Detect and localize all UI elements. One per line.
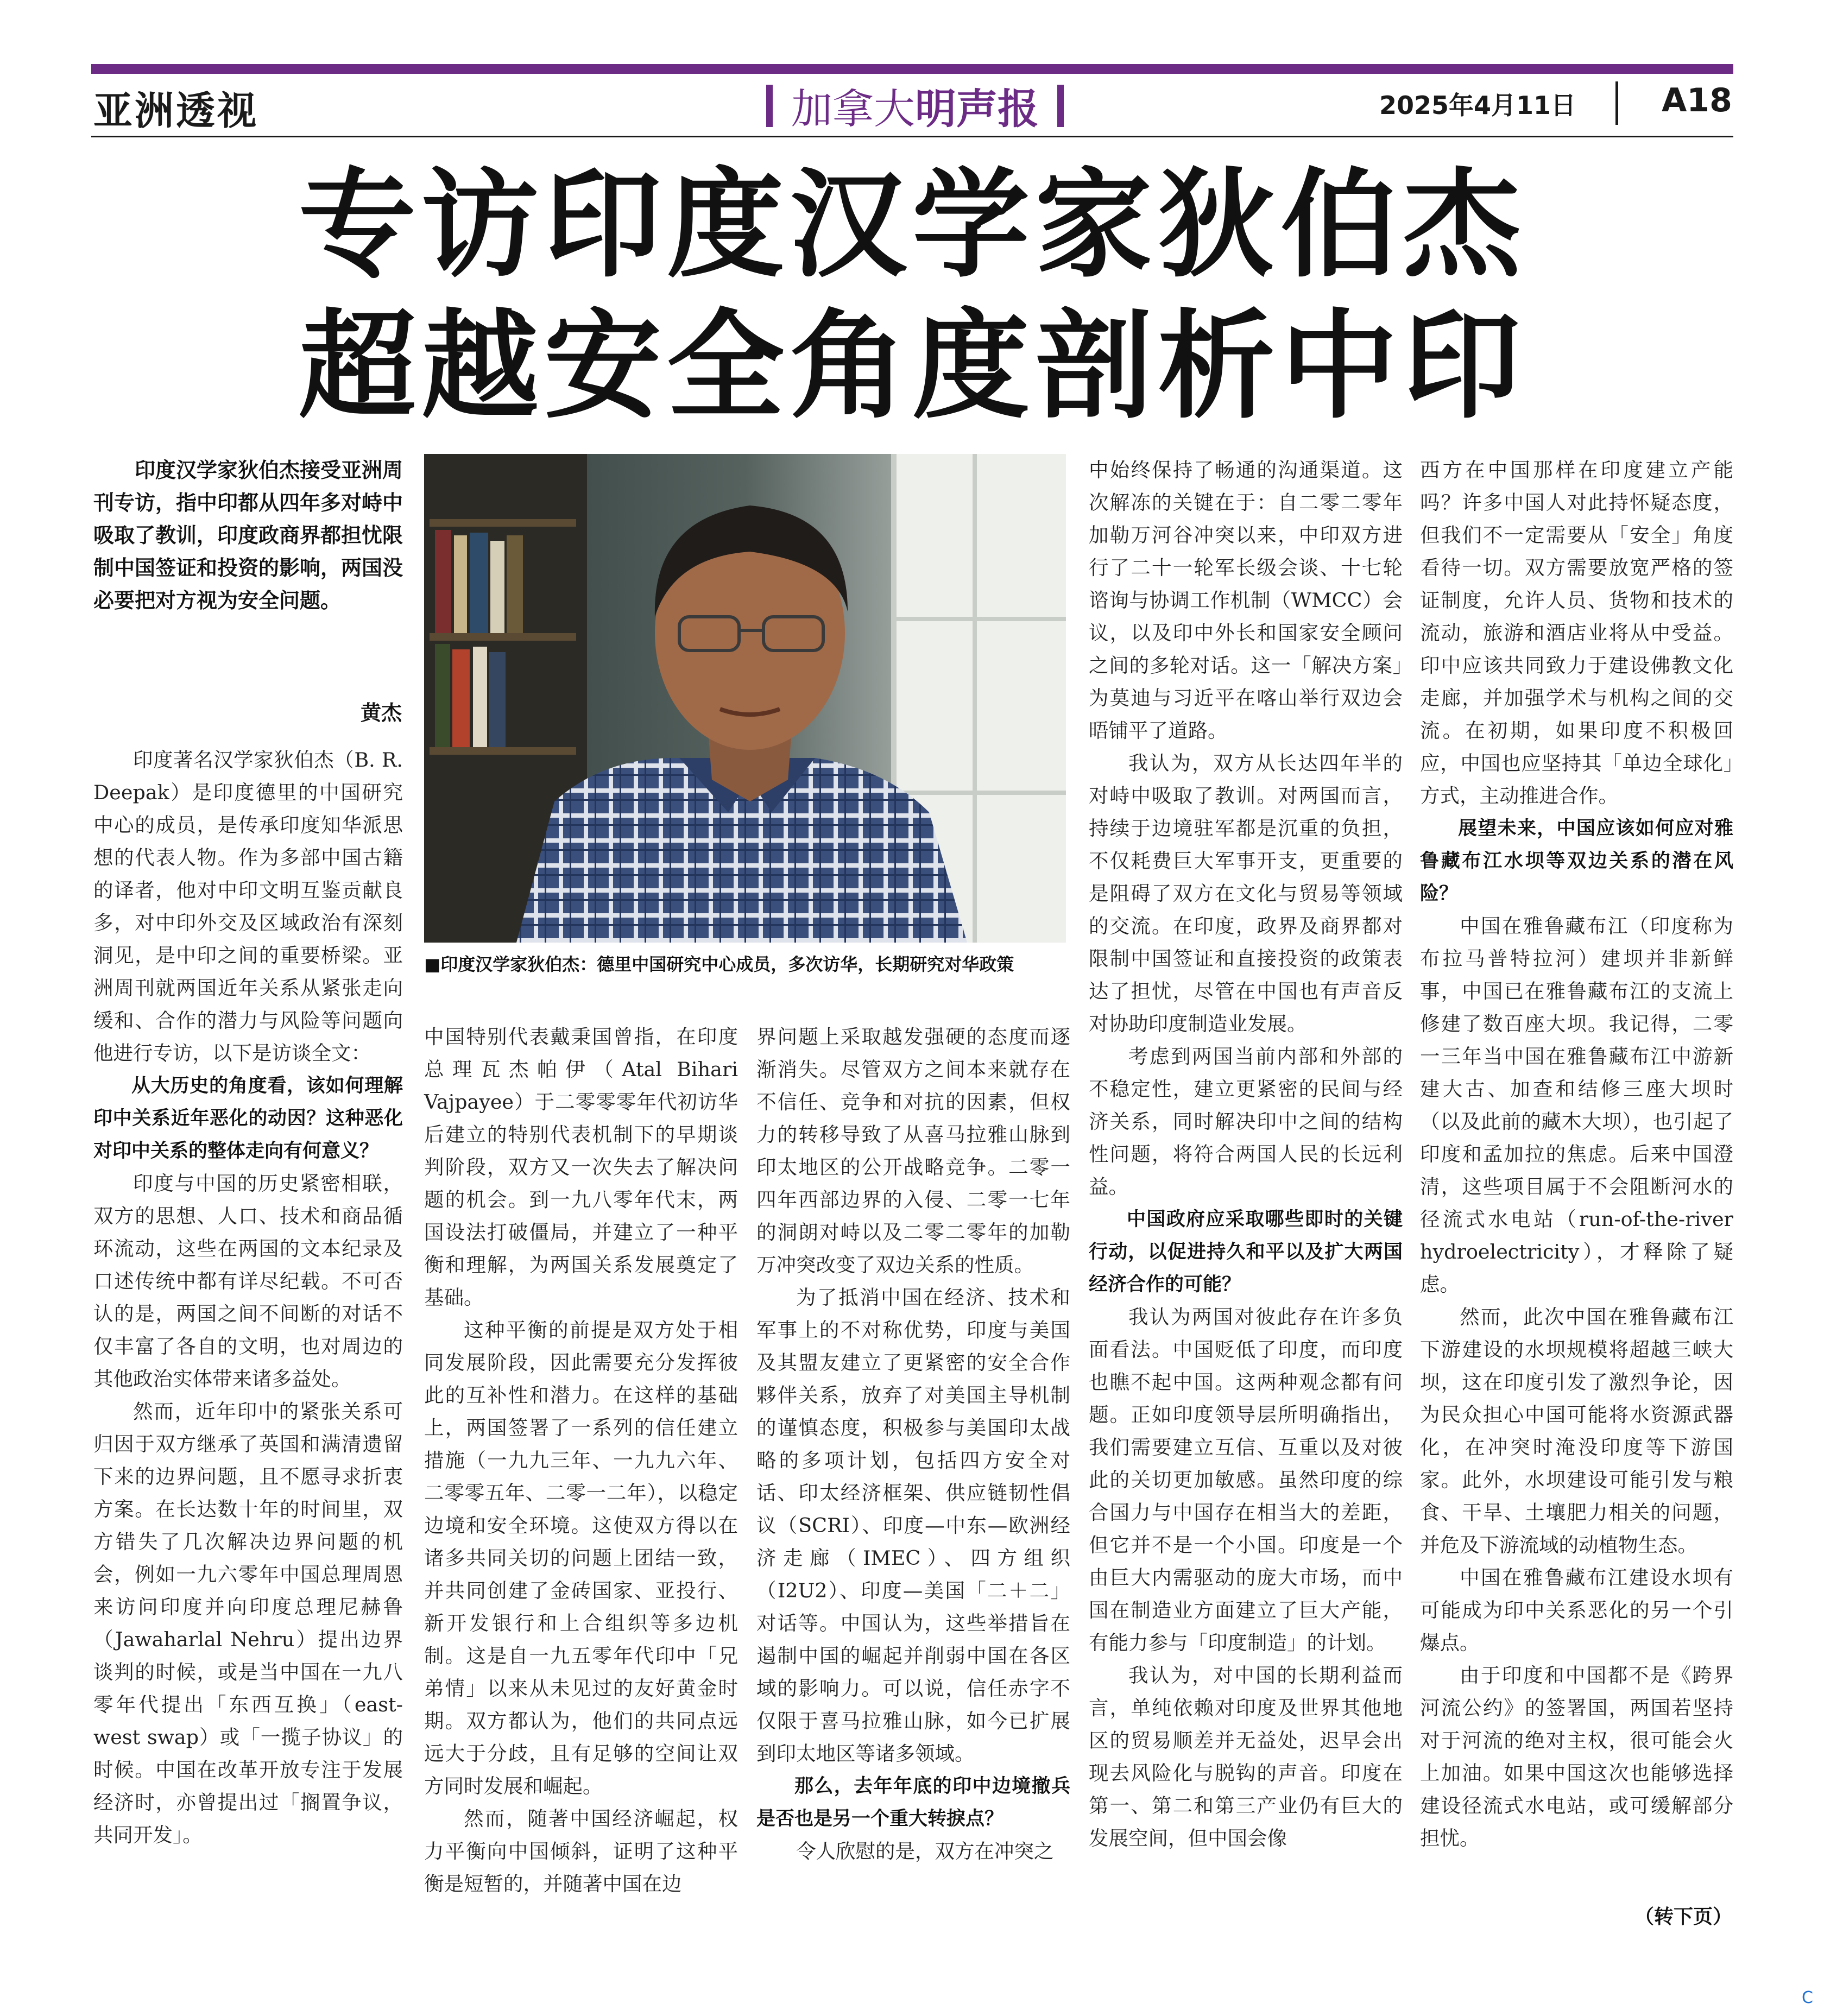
body-paragraph: 然而，此次中国在雅鲁藏布江下游建设的水坝规模将超越三峡大坝，这在印度引发了激烈争论，因为民众担心中国可能将水资源武器化，在冲突时淹没印度等下游国家。此外，水坝建设可能引发与粮食、干旱、土壤肥力相关的问题，并危及下游流域的动植物生态。 <box>1420 1305 1733 1557</box>
lead-paragraph <box>93 454 403 617</box>
headline-line-2: 超越安全角度剖析中印 <box>298 298 1526 434</box>
body-paragraph: 然而，近年印中的紧张关系可归因于双方继承了英国和满清遗留下来的边界问题，且不愿寻求折衷方案。在长达数十年的时间里，双方错失了几次解决边界问题的机会，例如一九六零年中国总理周恩来访问印度并向印度总理尼赫鲁（Jawaharlal Nehru）提出边界谈判的时候，或是当中国在一九八零年代提出「东西互换」（east-west swap）或「一揽子协议」的时候。中国在改革开放专注于发展经济时，亦曾提出过「搁置争议，共同开发」。 <box>93 1400 403 1847</box>
body-paragraph: 西方在中国那样在印度建立产能吗？许多中国人对此持怀疑态度，但我们不一定需要从「安全」角度看待一切。双方需要放宽严格的签证制度，允许人员、货物和技术的流动，旅游和酒店业将从中受益。印中应该共同致力于建设佛教文化走廊，并加强学术与机构之间的交流。在初期，如果印度不积极回应，中国也应坚持其「单边全球化」方式，主动推进合作。 <box>1420 458 1733 807</box>
headline-line-1: 专访印度汉学家狄伯杰 <box>298 157 1526 293</box>
interview-question: 中国政府应采取哪些即时的关键行动，以促进持久和平以及扩大两国经济合作的可能？ <box>1089 1209 1403 1295</box>
body-paragraph: 中国在雅鲁藏布江建设水坝有可能成为印中关系恶化的另一个引爆点。 <box>1420 1566 1733 1654</box>
column-1 <box>93 744 403 1851</box>
body-paragraph: 中国特别代表戴秉国曾指，在印度总理瓦杰帕伊（Atal Bihari Vajpayee）于二零零零年代初访华后建立的特别代表机制下的早期谈判阶段，双方又一次失去了解决问题的机会。到一九八零年代末，两国设法打破僵局，并建立了一种平衡和理解，为两国关系发展奠定了基础。 <box>424 1025 738 1309</box>
body-paragraph: 令人欣慰的是，双方在冲突之 <box>796 1840 1054 1863</box>
masthead-bar-left <box>766 85 773 127</box>
body-paragraph: 印度著名汉学家狄伯杰（B. R. Deepak）是印度德里的中国研究中心的成员，是传承印度知华派思想的代表人物。作为多部中国古籍的译者，他对中印文明互鉴贡献良多，对中印外交及区域政治有深刻洞见，是中印之间的重要桥梁。亚洲周刊就两国近年关系从紧张走向缓和、合作的潜力与风险等问题向他进行专访，以下是访谈全文： <box>93 748 403 1065</box>
section-name: 亚洲透视 <box>93 87 259 134</box>
column-2 <box>424 1021 738 1900</box>
header-divider <box>1615 81 1618 125</box>
masthead <box>739 76 1091 133</box>
interview-question: 从大历史的角度看，该如何理解印中关系近年恶化的动因？这种恶化对印中关系的整体走向有何意义？ <box>93 1075 403 1162</box>
masthead-bar-right <box>1057 85 1064 127</box>
masthead-word-a: 加拿大 <box>791 85 915 133</box>
continued-note: （转下页） <box>1634 1906 1733 1928</box>
corner-mark: C <box>1802 1988 1813 2007</box>
photo-caption: ■印度汉学家狄伯杰：德里中国研究中心成员，多次访华，长期研究对华政策 <box>424 954 1014 975</box>
body-paragraph: 我认为两国对彼此存在许多负面看法。中国贬低了印度，而印度也瞧不起中国。这两种观念都有问题。正如印度领导层所明确指出，我们需要建立互信、互重以及对彼此的关切更加敏感。虽然印度的综合国力与中国存在相当大的差距，但它并不是一个小国。印度是一个由巨大内需驱动的庞大市场，而中国在制造业方面建立了巨大产能，有能力参与「印度制造」的计划。 <box>1089 1305 1403 1654</box>
body-paragraph: 这种平衡的前提是双方处于相同发展阶段，因此需要充分发挥彼此的互补性和潜力。在这样的基础上，两国签署了一系列的信任建立措施（一九九三年、一九九六年、二零零五年、二零一二年），以稳定边境和安全环境。这使双方得以在诸多共同关切的问题上团结一致，并共同创建了金砖国家、亚投行、新开发银行和上合组织等多边机制。这是自一九五零年代印中「兄弟情」以来从未见过的友好黄金时期。双方都认为，他们的共同点远远大于分歧，且有足够的空间让双方同时发展和崛起。 <box>424 1318 738 1798</box>
interview-question: 展望未来，中国应该如何应对雅鲁藏布江水坝等双边关系的潜在风险？ <box>1420 818 1733 905</box>
body-paragraph: 我认为，双方从长达四年半的对峙中吸取了教训。对两国而言，持续于边境驻军都是沉重的负担，不仅耗费巨大军事开支，更重要的是阻碍了双方在文化与贸易等领域的交流。在印度，政界及商界都对限制中国签证和直接投资的政策表达了担忧，尽管在中国也有声音反对协助印度制造业发展。 <box>1089 751 1403 1035</box>
masthead-word-b: 明声报 <box>915 85 1039 133</box>
column-3 <box>756 1021 1070 1868</box>
lead-text: 印度汉学家狄伯杰接受亚洲周刊专访，指中印都从四年多对峙中吸取了教训，印度政商界都担忧限制中国签证和投资的影响，两国没必要把对方视为安全问题。 <box>93 458 403 612</box>
body-paragraph: 为了抵消中国在经济、技术和军事上的不对称优势，印度与美国及其盟友建立了更紧密的安全合作夥伴关系，放弃了对美国主导机制的谨慎态度，积极参与美国印太战略的多项计划，包括四方安全对话、印太经济框架、供应链韧性倡议（SCRI）、印度—中东—欧洲经济走廊（IMEC）、四方组织（I2U2）、印度—美国「二＋二」对话等。中国认为，这些举措旨在遏制中国的崛起并削弱中国在各区域的影响力。可以说，信任赤字不仅限于喜马拉雅山脉，如今已扩展到印太地区等诸多领域。 <box>756 1286 1070 1765</box>
body-paragraph: 中始终保持了畅通的沟通渠道。这次解冻的关键在于：自二零二零年加勒万河谷冲突以来，中印双方进行了二十一轮军长级会谈、十七轮谘询与协调工作机制（WMCC）会议，以及印中外长和国家安全顾问之间的多轮对话。这一「解决方案」为莫迪与习近平在喀山举行双边会晤铺平了道路。 <box>1089 458 1403 742</box>
header-bottom-rule <box>91 136 1733 137</box>
interview-portrait-photo <box>424 454 1066 943</box>
body-paragraph: 然而，随著中国经济崛起，权力平衡向中国倾斜，证明了这种平衡是短暂的，并随著中国在边 <box>424 1807 738 1895</box>
byline: 黄杰 <box>360 701 402 725</box>
top-accent-rule <box>91 64 1733 74</box>
body-paragraph: 印度与中国的历史紧密相联，双方的思想、人口、技术和商品循环流动，这些在两国的文本纪录及口述传统中都有详尽纪载。不可否认的是，两国之间不间断的对话不仅丰富了各自的文明，也对周边的其他政治实体带来诸多益处。 <box>93 1172 403 1391</box>
interview-question: 那么，去年年底的印中边境撤兵是否也是另一个重大转捩点？ <box>756 1775 1070 1830</box>
portrait-illustration <box>424 454 1066 943</box>
body-paragraph: 由于印度和中国都不是《跨界河流公约》的签署国，两国若坚持对于河流的绝对主权，很可能会火上加油。如果中国这次也能够选择建设径流式水电站，或可缓解部分担忧。 <box>1420 1664 1733 1850</box>
body-paragraph: 界问题上采取越发强硬的态度而逐渐消失。尽管双方之间本来就存在不信任、竞争和对抗的因素，但权力的转移导致了从喜马拉雅山脉到印太地区的公开战略竞争。二零一四年西部边界的入侵、二零一七年的洞朗对峙以及二零二零年的加勒万冲突改变了双边关系的性质。 <box>756 1025 1070 1276</box>
body-paragraph: 我认为，对中国的长期利益而言，单纯依赖对印度及世界其他地区的贸易顺差并无益处，迟早会出现去风险化与脱钩的声音。印度在第一、第二和第三产业仍有巨大的发展空间，但中国会像 <box>1089 1664 1403 1850</box>
column-4 <box>1089 454 1403 1855</box>
body-paragraph: 中国在雅鲁藏布江（印度称为布拉马普特拉河）建坝并非新鲜事，中国已在雅鲁藏布江的支流上修建了数百座大坝。我记得，二零一三年当中国在雅鲁藏布江中游新建大古、加查和结修三座大坝时（以及此前的藏木大坝），也引起了印度和孟加拉的焦虑。后来中国澄清，这些项目属于不会阻断河水的径流式水电站（run-of-the-river hydroelectricity），才释除了疑虑。 <box>1420 914 1733 1296</box>
column-5 <box>1420 454 1733 1855</box>
page-number: A18 <box>1662 81 1732 119</box>
body-paragraph: 考虑到两国当前内部和外部的不稳定性，建立更紧密的民间与经济关系，同时解决印中之间的结构性问题，将符合两国人民的长远利益。 <box>1089 1045 1403 1198</box>
issue-date: 2025年4月11日 <box>1379 91 1576 120</box>
